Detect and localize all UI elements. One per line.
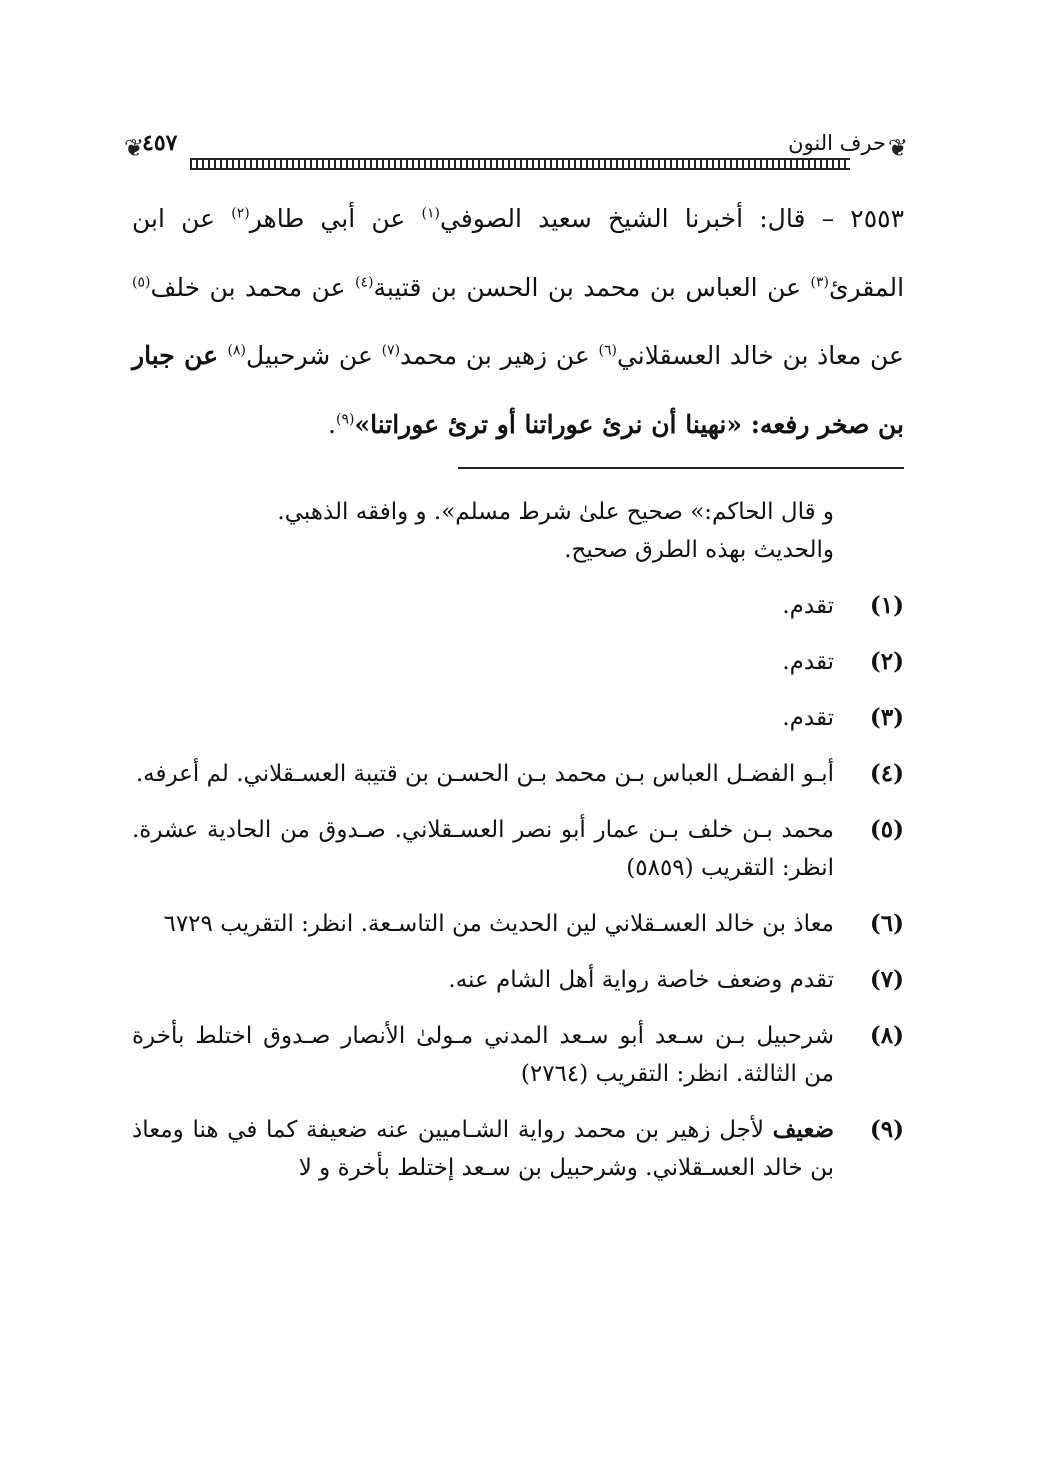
hadith-segment: عن ابن المقرئ (132, 204, 905, 302)
footnote-item (132, 811, 904, 887)
footnote-ref-8[interactable]: (٨) (227, 342, 247, 359)
hadith-segment: عن محمد بن خلف (150, 272, 355, 302)
header-chapter-title: حرف النون (788, 131, 886, 155)
footnote-separator (458, 467, 904, 469)
footnote-ref-1[interactable]: (١) (421, 205, 440, 222)
footnote-item (132, 587, 904, 625)
page-number: ٤٥٧ (142, 130, 178, 156)
page-header (124, 128, 908, 174)
footnote-continuation (132, 493, 904, 569)
hadith-segment: عن شرحبيل (246, 341, 382, 370)
footnotes (132, 493, 904, 1187)
footnote-ref-2[interactable]: (٢) (231, 205, 250, 222)
hadith-segment: عن أبي طاهر (249, 204, 422, 233)
footnote-text: أبـو الفضـل العباس بـن محمد بـن الحسـن بن قتيبة العسـقلاني. لم أعرفه. (135, 761, 834, 787)
footnote-text: تقدم وضعف خاصة رواية أهل الشام عنه. (448, 967, 834, 993)
footnote-item (132, 905, 904, 943)
footnote-item (132, 961, 904, 999)
footnote-ref-3[interactable]: (٣) (810, 274, 829, 291)
hadith-segment: عن زهير بن محمد (400, 341, 599, 370)
footnote-ref-4[interactable]: (٤) (354, 274, 374, 291)
footnote-number: (٥) (869, 816, 904, 843)
footnote-item (132, 1111, 904, 1187)
footnote-ref-6[interactable]: (٦) (598, 342, 617, 359)
hadith-segment: عن العباس بن محمد بن الحسن بن قتيبة (373, 272, 811, 302)
header-decorative-band (190, 158, 850, 170)
footnote-ref-7[interactable]: (٧) (381, 342, 401, 359)
footnote-text: شرحبيل بـن سـعد أبو سـعد المدني مـولىٰ الأنصار صـدوق اختلط بأخرة من الثالثة. انظر: التقريب (٢٧٦٤) (132, 1023, 834, 1087)
footnote-number: (٤) (869, 760, 904, 787)
footnote-number: (٦) (869, 910, 904, 937)
footnote-text: تقدم. (782, 593, 834, 619)
footnote-number: (٣) (869, 704, 904, 731)
footnote-number: (١) (869, 592, 904, 619)
footnote-number: (٢) (869, 648, 904, 675)
footnote-text: معاذ بن خالد العسـقلاني لين الحديث من التاسـعة. انظر: التقريب ٦٧٢٩ (163, 911, 834, 937)
footnote-number: (٨) (869, 1022, 904, 1049)
footnote-item (132, 643, 904, 681)
footnote-text: ضعيف لأجل زهير بن محمد رواية الشـاميين عنه ضعيفة كما في هنا ومعاذ بن خالد العسـقلاني. وشرحبيل بن سـعد إختلط بأخرة و لا (132, 1116, 834, 1181)
footnote-text: تقدم. (782, 649, 834, 675)
hadith-text (132, 185, 904, 459)
footnote-ref-5[interactable]: (٥) (132, 274, 151, 291)
header-ornament-left-icon: ❦ (124, 134, 145, 162)
footnote-number: (٧) (869, 966, 904, 993)
hadith-matn-bold: عن جبار بن صخر رفعه: «نهينا أن نرئ عوراتنا أو ترئ عوراتنا» (132, 341, 904, 439)
footnote-ref-9[interactable]: (٩) (335, 411, 355, 428)
footnote-continuation-line: والحديث بهذه الطرق صحيح. (564, 537, 834, 563)
header-ornament-right-icon: ❦ (887, 134, 908, 162)
footnote-number: (٩) (869, 1116, 904, 1143)
footnote-text: تقدم. (782, 705, 834, 731)
footnote-item (132, 699, 904, 737)
hadith-segment: عن معاذ بن خالد العسقلاني (616, 341, 904, 370)
hadith-end: . (328, 409, 336, 439)
hadith-opening: ٢٥٥٣ – قال: أخبرنا الشيخ سعيد الصوفي (439, 204, 904, 233)
footnote-item (132, 755, 904, 793)
footnote-item (132, 1017, 904, 1093)
footnote-text: محمد بـن خلف بـن عمار أبو نصر العسـقلاني. صـدوق من الحادية عشرة. انظر: التقريب (٥٨٥٩) (132, 817, 834, 881)
footnote-continuation-line: و قال الحاكم:» صحيح علىٰ شرط مسلم». و وافقه الذهبي. (277, 499, 834, 525)
footnote-grading: ضعيف (772, 1116, 834, 1143)
